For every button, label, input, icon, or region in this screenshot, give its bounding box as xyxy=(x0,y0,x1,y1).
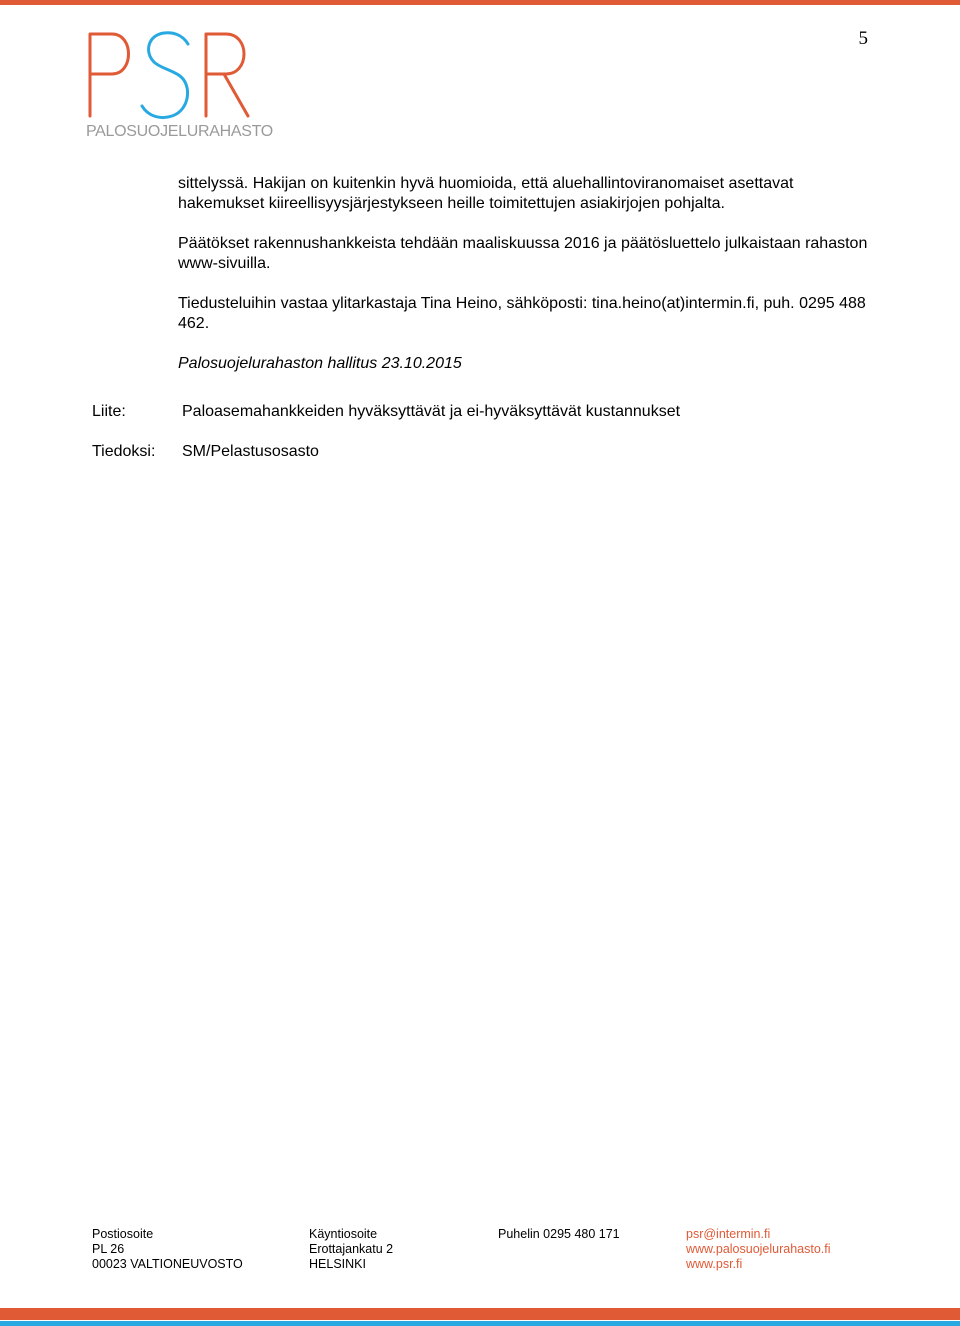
footer-visiting-line2: HELSINKI xyxy=(309,1257,366,1271)
distribution-row xyxy=(92,442,319,462)
footer-visiting-line1: Erottajankatu 2 xyxy=(309,1242,394,1256)
body-paragraph: sittelyssä. Hakijan on kuitenkin hyvä huomioida, että aluehallintoviranomaiset asettavat hakemukset kiireellisyysjärjestykseen heille toimitettujen asiakirjojen pohjalta. xyxy=(178,175,794,212)
attachment-label: Liite: xyxy=(92,403,126,420)
bottom-accent-line xyxy=(0,1321,960,1326)
footer-website-link[interactable]: www.palosuojelurahasto.fi xyxy=(686,1242,831,1256)
footer-phone xyxy=(498,1227,620,1242)
distribution-value: SM/Pelastusosasto xyxy=(182,443,319,460)
document-body xyxy=(178,174,868,374)
footer-postal-address xyxy=(92,1227,243,1272)
footer-postal-label: Postiosoite xyxy=(92,1227,154,1241)
bottom-accent-band xyxy=(0,1308,960,1320)
psr-logo-mark xyxy=(84,30,254,122)
footer-visiting-address xyxy=(309,1227,393,1272)
logo-subtitle: PALOSUOJELURAHASTO xyxy=(86,123,273,140)
attachment-value: Paloasemahankkeiden hyväksyttävät ja ei-hyväksyttävät kustannukset xyxy=(182,403,681,420)
footer-email-link[interactable]: psr@intermin.fi xyxy=(686,1227,771,1241)
psr-logo xyxy=(84,30,273,145)
distribution-label: Tiedoksi: xyxy=(92,443,156,460)
footer-visiting-label: Käyntiosoite xyxy=(309,1227,378,1241)
footer-postal-line1: PL 26 xyxy=(92,1242,125,1256)
footer-website-link[interactable]: www.psr.fi xyxy=(686,1257,743,1271)
footer-links xyxy=(686,1227,831,1272)
page-number: 5 xyxy=(858,28,868,49)
body-paragraph: Päätökset rakennushankkeista tehdään maaliskuussa 2016 ja päätösluettelo julkaistaan rahaston www-sivuilla. xyxy=(178,235,868,272)
footer-phone-number: Puhelin 0295 480 171 xyxy=(498,1227,620,1241)
footer-postal-line2: 00023 VALTIONEUVOSTO xyxy=(92,1257,243,1271)
top-accent-bar xyxy=(0,0,960,5)
body-paragraph: Tiedusteluihin vastaa ylitarkastaja Tina Heino, sähköposti: tina.heino(at)intermin.fi, puh. 0295 488 462. xyxy=(178,295,866,332)
signature: Palosuojelurahaston hallitus 23.10.2015 xyxy=(178,355,462,372)
attachment-row xyxy=(92,402,680,422)
